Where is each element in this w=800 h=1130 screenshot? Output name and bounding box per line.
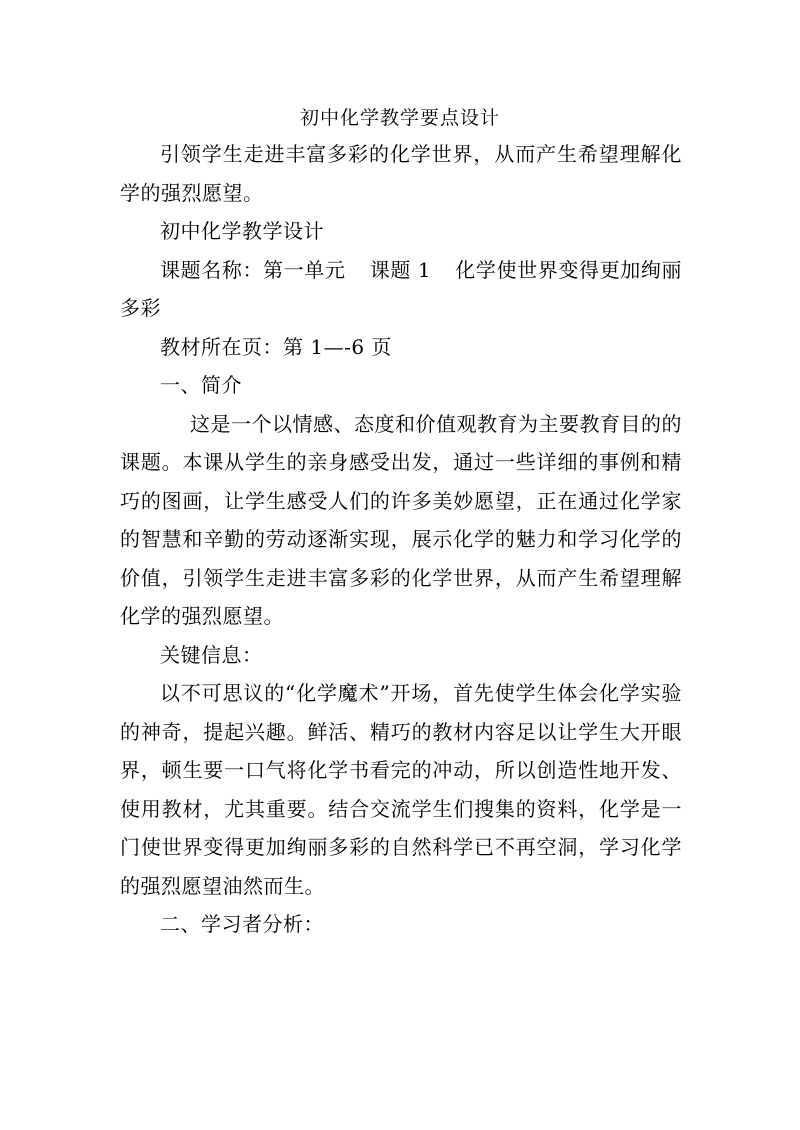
document-title: 初中化学教学要点设计 [299,107,500,129]
course-unit: 课题 1 [369,257,432,282]
intro-paragraph: 引领学生走进丰富多彩的化学世界，从而产生希望理解化学的强烈愿望。 [120,142,682,205]
course-label: 课题名称：第一单元 [160,257,346,282]
section1-paragraph: 这是一个以情感、态度和价值观教育为主要教育目的的课题。本课从学生的亲身感受出发，通过一些详细的事例和精巧的图画，让学生感受人们的许多美妙愿望，正在通过化学家的智慧和辛勤的劳动逐渐实现，展示化学的魅力和学习化学的价值，引领学生走进丰富多彩的化学世界，从而产生希望理解化学的强烈愿望。 [120,411,682,628]
section2-heading: 二、学习者分析： [160,912,324,936]
key-info-heading: 关键信息： [160,642,263,667]
course-title: 化学使世界变得更加绚丽多彩 [120,257,683,320]
document-body [120,135,682,944]
textbook-pages: 教材所在页：第 1—-6 页 [160,334,392,359]
design-heading: 初中化学教学设计 [160,219,324,243]
course-name-paragraph [120,251,682,328]
key-info-paragraph: 以不可思议的“化学魔术”开场，首先使学生体会化学实验的神奇，提起兴趣。鲜活、精巧的教材内容足以让学生大开眼界，顿生要一口气将化学书看完的冲动，所以创造性地开发、使用教材，尤其重要。结合交流学生们搜集的资料，化学是一门使世界变得更加绚丽多彩的自然科学已不再空洞，学习化学的强烈愿望油然而生。 [120,681,682,898]
section1-heading: 一、简介 [160,373,242,397]
